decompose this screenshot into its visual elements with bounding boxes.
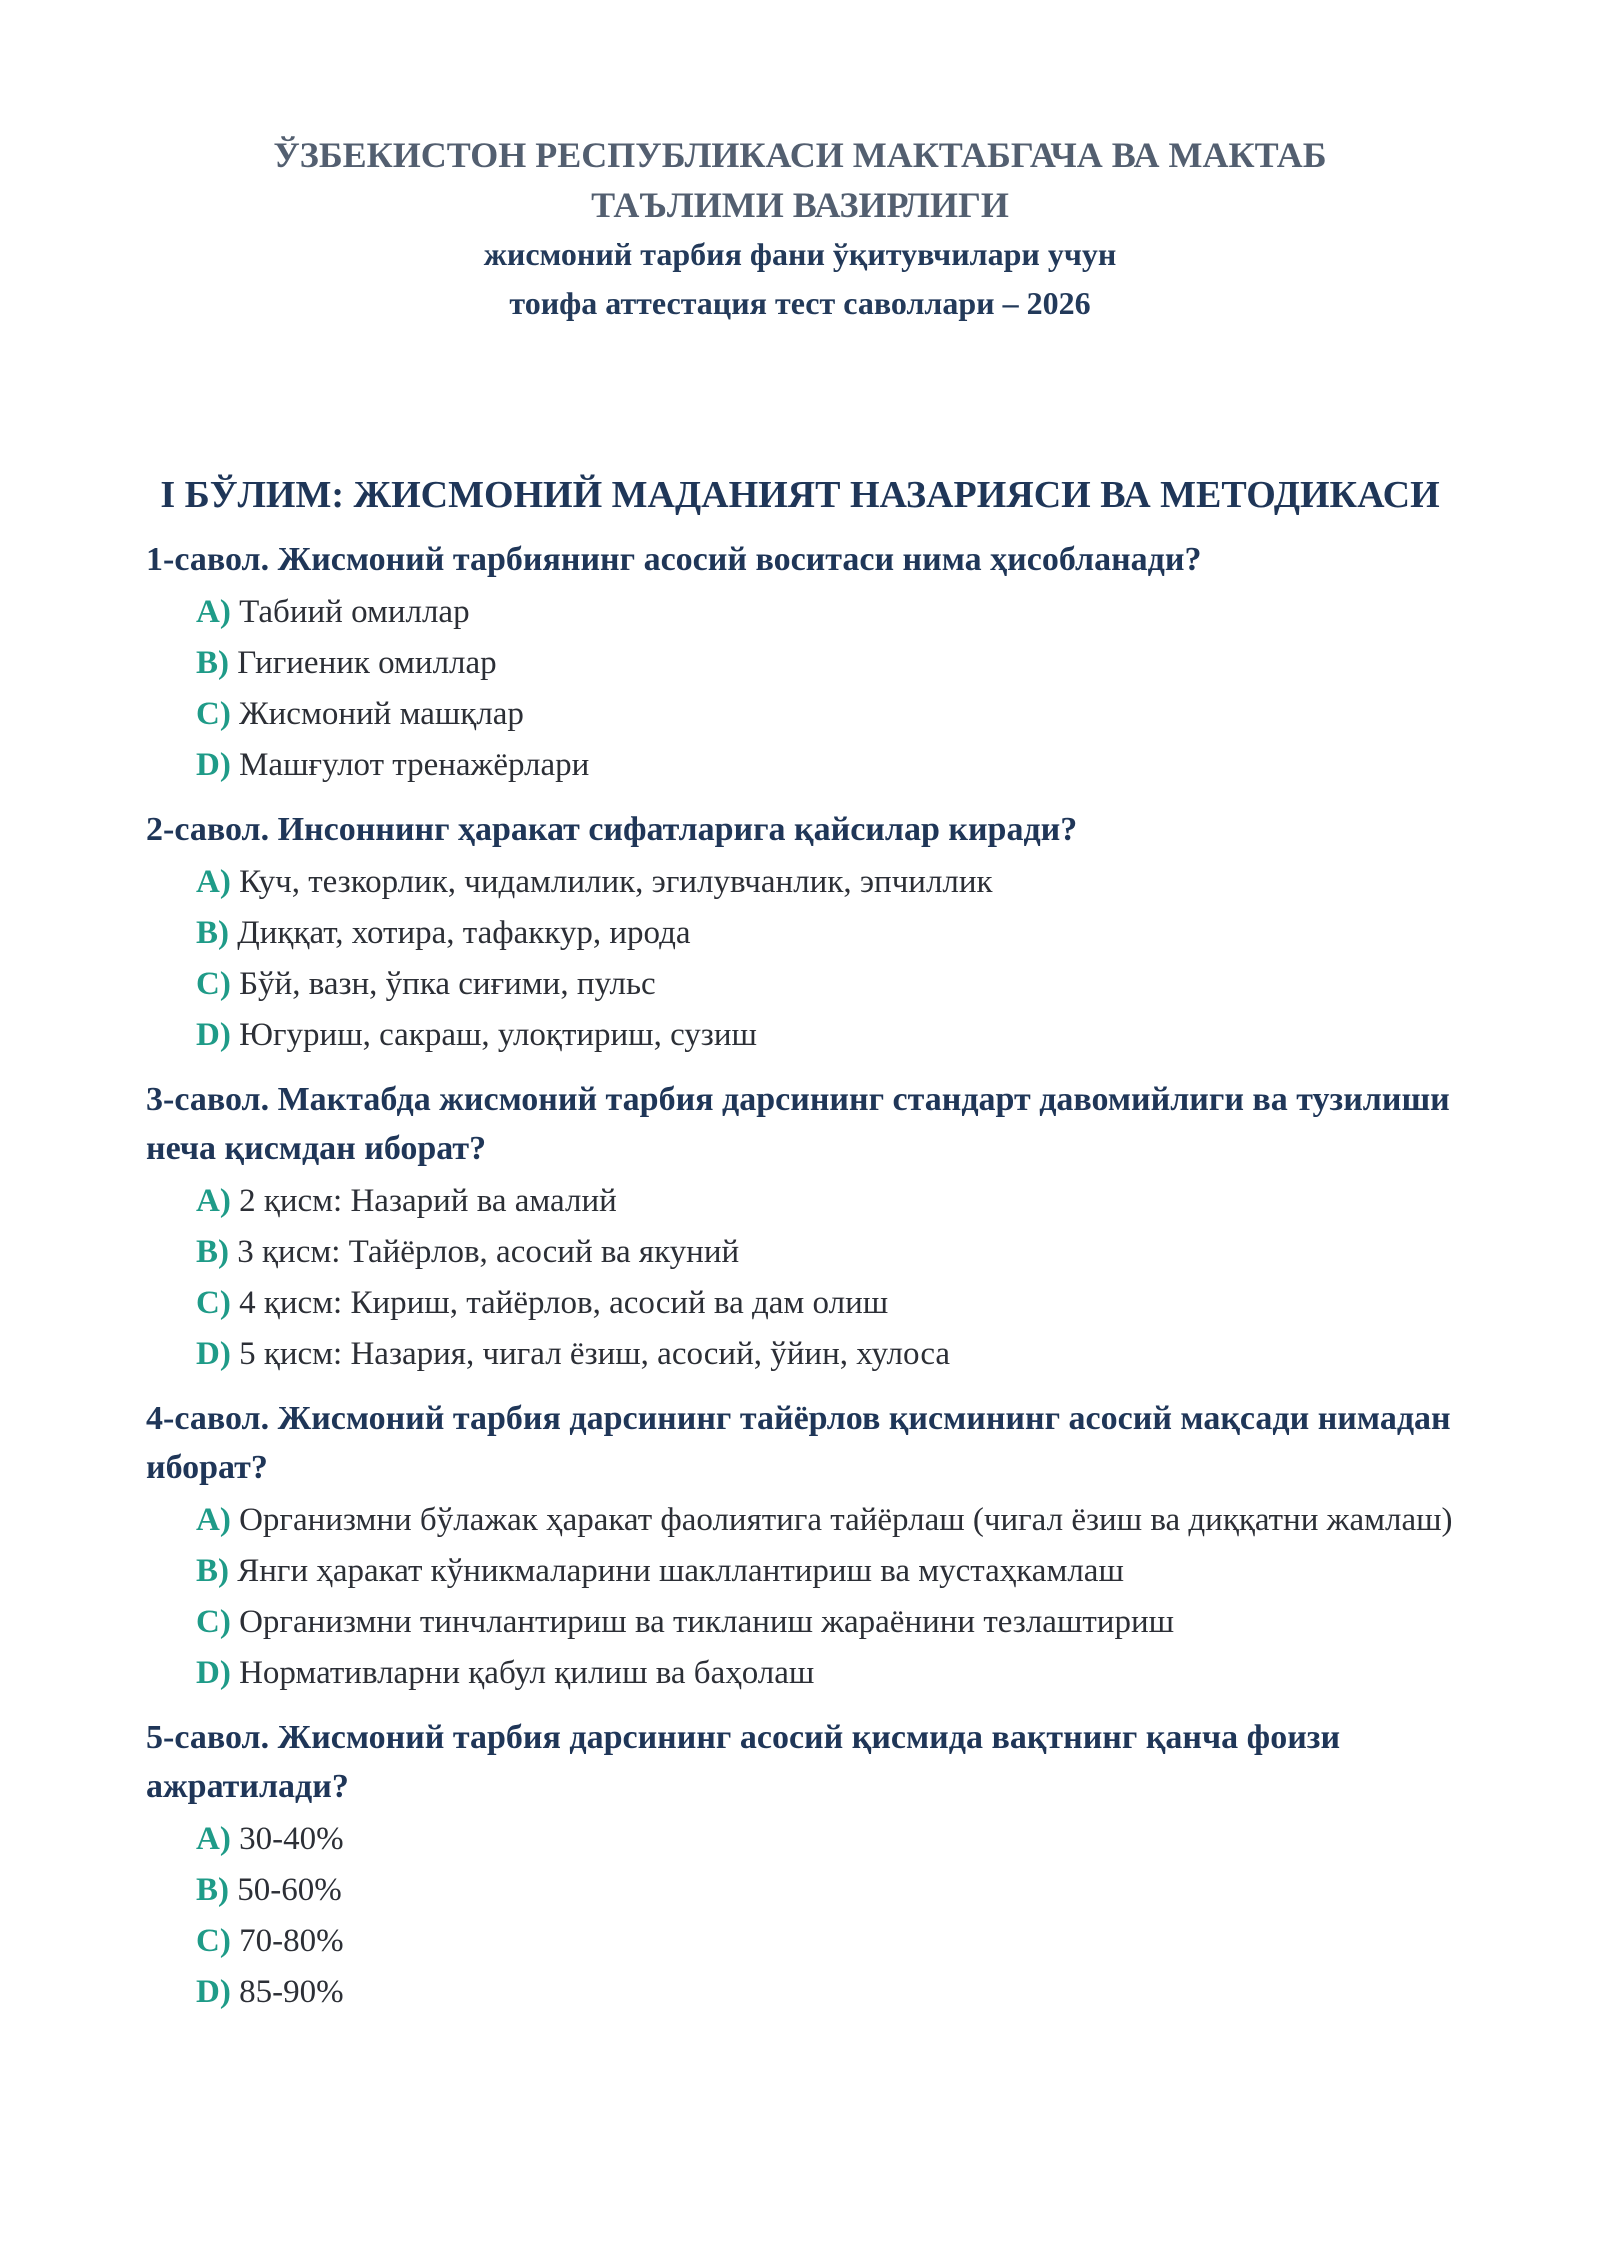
option-text: Бўй, вазн, ўпка сиғими, пульс [239,966,656,1002]
option-text: Машғулот тренажёрлари [239,747,590,783]
option-letter: C) [196,1604,231,1640]
question-text: 1-савол. Жисмоний тарбиянинг асосий воситаси нима ҳисобланади? [146,541,1202,578]
option-letter: B) [196,1553,229,1589]
answer-options [146,1495,1466,1699]
option-text: 70-80% [239,1923,344,1959]
question-text: 2-савол. Инсоннинг ҳаракат сифатларига қайсилар киради? [146,811,1078,848]
option-text: 4 қисм: Кириш, тайёрлов, асосий ва дам олиш [239,1285,889,1321]
option-text: Жисмоний машқлар [239,696,524,732]
option-a [196,1176,1466,1227]
answer-options [146,857,1466,1061]
option-text: Организмни тинчлантириш ва тикланиш жараёнини тезлаштириш [239,1604,1175,1640]
option-letter: B) [196,915,229,951]
option-text: 5 қисм: Назария, чигал ёзиш, асосий, ўйин, хулоса [239,1336,951,1372]
question-2 [146,805,1466,1061]
option-letter: D) [196,1974,231,2010]
option-d [196,740,1466,791]
option-d [196,1329,1466,1380]
option-b [196,1865,1466,1916]
option-letter: B) [196,645,229,681]
option-letter: C) [196,1285,231,1321]
option-d [196,1648,1466,1699]
option-c [196,1916,1466,1967]
question-4 [146,1394,1466,1699]
option-b [196,1227,1466,1278]
option-b [196,638,1466,689]
option-c [196,689,1466,740]
option-text: Югуриш, сакраш, улоқтириш, сузиш [239,1017,757,1053]
question-text: 5-савол. Жисмоний тарбия дарсининг асосий қисмида вақтнинг қанча фоизи ажратилади? [146,1719,1341,1805]
question-5 [146,1713,1466,2018]
option-text: 30-40% [239,1821,344,1857]
answer-options [146,587,1466,791]
option-text: Янги ҳаракат кўникмаларини шакллантириш ва мустаҳкамлаш [237,1553,1124,1589]
subtitle-line-2: тоифа аттестация тест саволлари – 2026 [509,285,1091,321]
ministry-title-line-1: ЎЗБЕКИСТОН РЕСПУБЛИКАСИ МАКТАБГАЧА ВА МАКТАБ [273,135,1327,175]
option-letter: B) [196,1234,229,1270]
option-text: Нормативларни қабул қилиш ва баҳолаш [239,1655,815,1691]
ministry-title-line-2: ТАЪЛИМИ ВАЗИРЛИГИ [591,185,1009,225]
option-letter: A) [196,1502,231,1538]
question-text: 4-савол. Жисмоний тарбия дарсининг тайёрлов қисмининг асосий мақсади нимадан иборат? [146,1400,1451,1486]
option-letter: D) [196,1655,231,1691]
option-letter: A) [196,1821,231,1857]
option-text: Гигиеник омиллар [237,645,497,681]
option-b [196,1546,1466,1597]
option-d [196,1967,1466,2018]
option-b [196,908,1466,959]
answer-options [146,1176,1466,1380]
option-a [196,1814,1466,1865]
option-a [196,857,1466,908]
document-header [0,130,1600,328]
question-3 [146,1075,1466,1380]
option-letter: B) [196,1872,229,1908]
option-c [196,1278,1466,1329]
option-letter: C) [196,696,231,732]
option-letter: A) [196,864,231,900]
option-letter: D) [196,1017,231,1053]
option-c [196,1597,1466,1648]
option-d [196,1010,1466,1061]
answer-options [146,1814,1466,2018]
section-title: I БЎЛИМ: ЖИСМОНИЙ МАДАНИЯТ НАЗАРИЯСИ ВА МЕТОДИКАСИ [160,474,1440,516]
option-letter: A) [196,1183,231,1219]
option-text: 50-60% [237,1872,342,1908]
question-list [146,535,1466,2032]
option-a [196,1495,1466,1546]
option-text: Табиий омиллар [239,594,470,630]
option-text: Организмни бўлажак ҳаракат фаолиятига тайёрлаш (чигал ёзиш ва диққатни жамлаш) [239,1502,1453,1538]
question-text: 3-савол. Мактабда жисмоний тарбия дарсининг стандарт давомийлиги ва тузилиши неча қисмдан иборат? [146,1081,1450,1167]
option-letter: D) [196,747,231,783]
option-text: 2 қисм: Назарий ва амалий [239,1183,617,1219]
option-text: 85-90% [239,1974,344,2010]
option-text: 3 қисм: Тайёрлов, асосий ва якуний [237,1234,740,1270]
question-1 [146,535,1466,791]
subtitle-line-1: жисмоний тарбия фани ўқитувчилари учун [483,236,1117,272]
option-text: Диққат, хотира, тафаккур, ирода [237,915,691,951]
option-text: Куч, тезкорлик, чидамлилик, эгилувчанлик, эпчиллик [239,864,993,900]
option-letter: A) [196,594,231,630]
option-letter: D) [196,1336,231,1372]
option-letter: C) [196,966,231,1002]
option-c [196,959,1466,1010]
option-a [196,587,1466,638]
option-letter: C) [196,1923,231,1959]
